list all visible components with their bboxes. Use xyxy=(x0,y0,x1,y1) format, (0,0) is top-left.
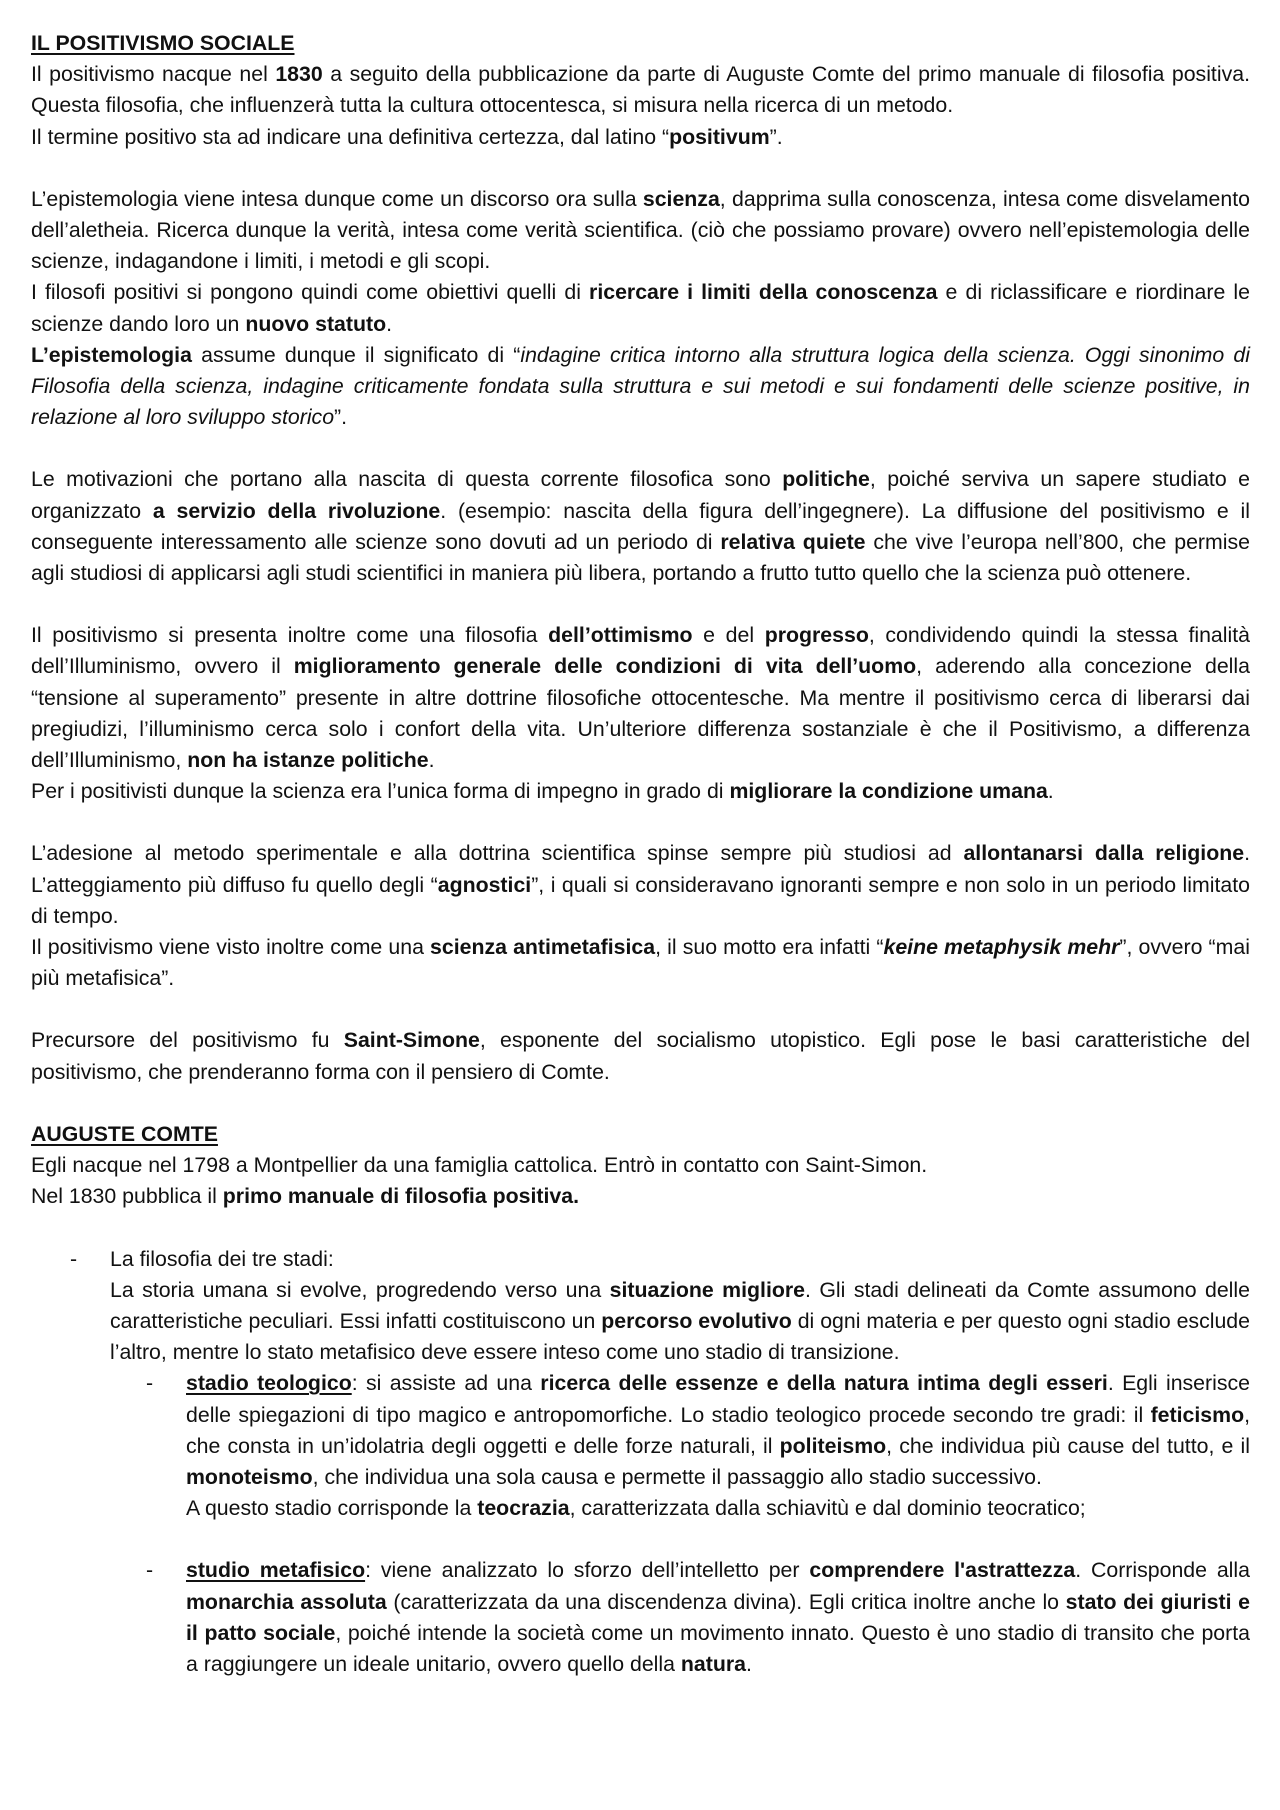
section-heading-positivismo: IL POSITIVISMO SOCIALE xyxy=(31,31,295,55)
list-item-tre-stadi xyxy=(70,1244,1250,1369)
paragraph-epistemologia: L’epistemologia viene intesa dunque come un discorso ora sulla scienza, dapprima sulla conoscenza, intesa come disvelamento dell’aletheia. Ricerca dunque la verità, intesa come verità scientifica. (ciò che possiamo provare) ovvero nell’epistemologia delle scienze, indagandone i limiti, i metodi e gli scopi. xyxy=(31,186,1250,274)
paragraph-antimetafisica: Il positivismo viene visto inoltre come una scienza antimetafisica, il suo motto era infatti “keine metaphysik mehr”, ovvero “mai più metafisica”. xyxy=(31,935,1250,991)
list-dash: - xyxy=(146,1371,154,1396)
paragraph-biografia: Egli nacque nel 1798 a Montpellier da una famiglia cattolica. Entrò in contatto con Saint-Simon. xyxy=(31,1153,928,1178)
paragraph-positivum: Il termine positivo sta ad indicare una definitiva certezza, dal latino “positivum”. xyxy=(31,124,783,149)
paragraph-ottimismo: Il positivismo si presenta inoltre come una filosofia dell’ottimismo e del progresso, condividendo quindi la stessa finalità dell’Illuminismo, ovvero il miglioramento generale delle condizioni di vita dell’uomo, aderendo alla concezione della “tensione al superamento” presente in altre dottrine filosofiche ottocentesche. Ma mentre il positivismo cerca di liberarsi dai pregiudizi, l’illuminismo cerca solo i confort della vita. Un’ulteriore differenza sostanziale è che il Positivismo, a differenza dell’Illuminismo, non ha istanze politiche. xyxy=(31,623,1251,773)
section-heading-comte: AUGUSTE COMTE xyxy=(31,1121,218,1146)
paragraph-intro: Il positivismo nacque nel 1830 a seguito della pubblicazione da parte di Auguste Comte del primo manuale di filosofia positiva. Questa filosofia, che influenzerà tutta la cultura ottocentesca, si misura nella ricerca di un metodo. xyxy=(31,62,1250,118)
list-item-title: La filosofia dei tre stadi: xyxy=(110,1246,334,1271)
paragraph-manuale: Nel 1830 pubblica il primo manuale di filosofia positiva. xyxy=(31,1184,579,1209)
sublist-item-studio-metafisico xyxy=(146,1555,1250,1680)
sublist-item-body: stadio teologico: si assiste ad una ricerca delle essenze e della natura intima degli esseri. Egli inserisce delle spiegazioni di tipo magico e antropomorfiche. Lo stadio teologico procede secondo tre gradi: il feticismo, che consta in un’idolatria degli oggetti e delle forze naturali, il politeismo, che individua più cause del tutto, e il monoteismo, che individua una sola causa e permette il passaggio allo stadio successivo. xyxy=(186,1371,1250,1489)
paragraph-precursore: Precursore del positivismo fu Saint-Simone, esponente del socialismo utopistico. Egli pose le basi caratteristiche del positivismo, che prenderanno forma con il pensiero di Comte. xyxy=(31,1028,1250,1084)
sublist-item-stadio-teologico xyxy=(146,1368,1250,1524)
list-dash: - xyxy=(70,1246,78,1271)
paragraph-obiettivi: I filosofi positivi si pongono quindi come obiettivi quelli di ricercare i limiti della conoscenza e di riclassificare e riordinare le scienze dando loro un nuovo statuto. xyxy=(31,280,1250,336)
sublist-item-teocrazia: A questo stadio corrisponde la teocrazia, caratterizzata dalla schiavitù e dal dominio teocratico; xyxy=(186,1496,1086,1521)
list-item-body: La storia umana si evolve, progredendo verso una situazione migliore. Gli stadi delineati da Comte assumono delle caratteristiche peculiari. Essi infatti costituiscono un percorso evolutivo di ogni materia e per questo ogni stadio esclude l’altro, mentre lo stato metafisico deve essere inteso come uno stadio di transizione. xyxy=(110,1277,1250,1365)
paragraph-motivazioni: Le motivazioni che portano alla nascita di questa corrente filosofica sono politiche, poiché serviva un sapere studiato e organizzato a servizio della rivoluzione. (esempio: nascita della figura dell’ingegnere). La diffusione del positivismo e il conseguente interessamento alle scienze sono dovuti ad un periodo di relativa quiete che vive l’europa nell’800, che permise agli studiosi di applicarsi agli studi scientifici in maniera più libera, portando a frutto tutto quello che la scienza può ottenere. xyxy=(31,467,1250,586)
list-dash: - xyxy=(146,1558,154,1583)
sublist-item-body: studio metafisico: viene analizzato lo sforzo dell’intelletto per comprendere l'astrattezza. Corrisponde alla monarchia assoluta (caratterizzata da una discendenza divina). Egli critica inoltre anche lo stato dei giuristi e il patto sociale, poiché intende la società come un movimento innato. Questo è uno stadio di transito che porta a raggiungere un ideale unitario, ovvero quello della natura. xyxy=(186,1558,1250,1676)
paragraph-definizione: L’epistemologia assume dunque il significato di “indagine critica intorno alla struttura logica della scienza. Oggi sinonimo di Filosofia della scienza, indagine criticamente fondata sulla struttura e sui metodi e sui fondamenti delle scienze positive, in relazione al loro sviluppo storico”. xyxy=(31,342,1250,430)
paragraph-condizione-umana: Per i positivisti dunque la scienza era l’unica forma di impegno in grado di migliorare la condizione umana. xyxy=(31,779,1054,804)
paragraph-religione: L’adesione al metodo sperimentale e alla dottrina scientifica spinse sempre più studiosi ad allontanarsi dalla religione. L’atteggiamento più diffuso fu quello degli “agnostici”, i quali si consideravano ignoranti sempre e non solo in un periodo limitato di tempo. xyxy=(31,841,1250,928)
